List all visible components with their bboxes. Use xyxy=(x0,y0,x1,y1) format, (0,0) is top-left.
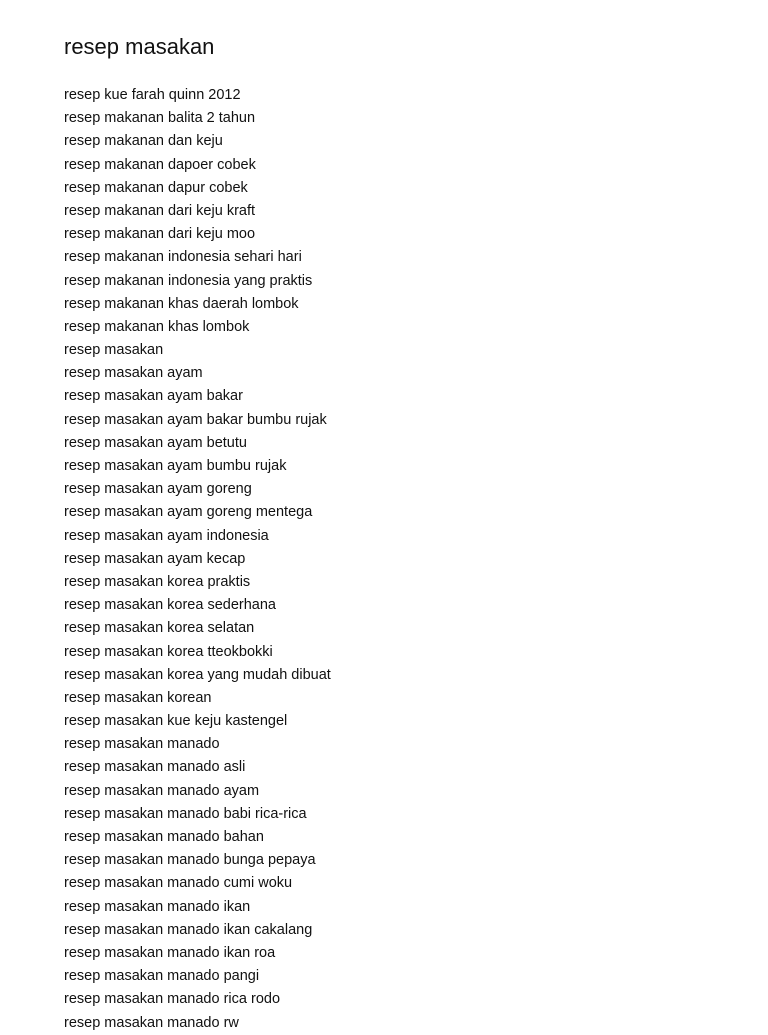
document-page xyxy=(64,0,768,1031)
list-item: resep masakan ayam bakar bumbu rujak xyxy=(64,411,327,428)
list-item: resep masakan ayam goreng xyxy=(64,481,252,498)
list-item: resep makanan dapoer cobek xyxy=(64,156,256,173)
list-item: resep masakan manado bahan xyxy=(64,829,264,845)
list-item: resep makanan dapur cobek xyxy=(64,179,248,196)
list-item: resep masakan manado pangi xyxy=(64,968,260,985)
list-item: resep masakan manado asli xyxy=(64,759,246,776)
list-item: resep masakan manado cumi woku xyxy=(64,875,293,892)
list-item: resep masakan manado ayam xyxy=(64,782,260,799)
list-item: resep makanan dari keju kraft xyxy=(64,202,256,219)
list-item: resep makanan indonesia sehari hari xyxy=(64,249,302,266)
list-item: resep masakan ayam bakar xyxy=(64,388,243,405)
list-item: resep masakan manado xyxy=(64,736,220,753)
list-item: resep makanan dari keju moo xyxy=(64,226,256,243)
list-item: resep masakan manado ikan cakalang xyxy=(64,921,313,938)
list-item: resep kue farah quinn 2012 xyxy=(64,87,241,103)
list-item: resep masakan kue keju kastengel xyxy=(64,713,288,730)
list-item: resep makanan khas daerah lombok xyxy=(64,295,299,312)
list-item: resep masakan ayam bumbu rujak xyxy=(64,458,287,474)
list-item: resep masakan xyxy=(64,342,164,359)
list-item: resep masakan korea sederhana xyxy=(64,597,276,614)
list-item: resep makanan indonesia yang praktis xyxy=(64,272,313,289)
page-title: resep masakan xyxy=(64,34,215,59)
list-item: resep masakan ayam kecap xyxy=(64,550,246,567)
list-item: resep makanan khas lombok xyxy=(64,318,250,335)
list-item: resep makanan balita 2 tahun xyxy=(64,110,256,127)
list-item: resep masakan korean xyxy=(64,689,212,706)
list-item: resep masakan korea yang mudah dibuat xyxy=(64,666,331,683)
list-item: resep masakan korea tteokbokki xyxy=(64,643,273,660)
list-item: resep masakan manado bunga pepaya xyxy=(64,852,316,869)
list-item: resep masakan ayam indonesia xyxy=(64,527,269,544)
list-item: resep masakan korea selatan xyxy=(64,620,255,637)
list-item: resep masakan ayam xyxy=(64,365,203,382)
list-item: resep masakan manado rica rodo xyxy=(64,991,281,1008)
list-item: resep masakan manado ikan xyxy=(64,898,251,915)
list-item: resep masakan manado babi rica-rica xyxy=(64,805,307,822)
list-item: resep masakan ayam goreng mentega xyxy=(64,504,313,521)
list-item: resep masakan ayam betutu xyxy=(64,434,247,451)
list-item: resep masakan manado ikan roa xyxy=(64,944,276,961)
list-item: resep masakan korea praktis xyxy=(64,573,251,590)
recipe-list xyxy=(64,84,331,1035)
list-item: resep masakan manado rw xyxy=(64,1014,239,1031)
list-item: resep makanan dan keju xyxy=(64,133,223,150)
